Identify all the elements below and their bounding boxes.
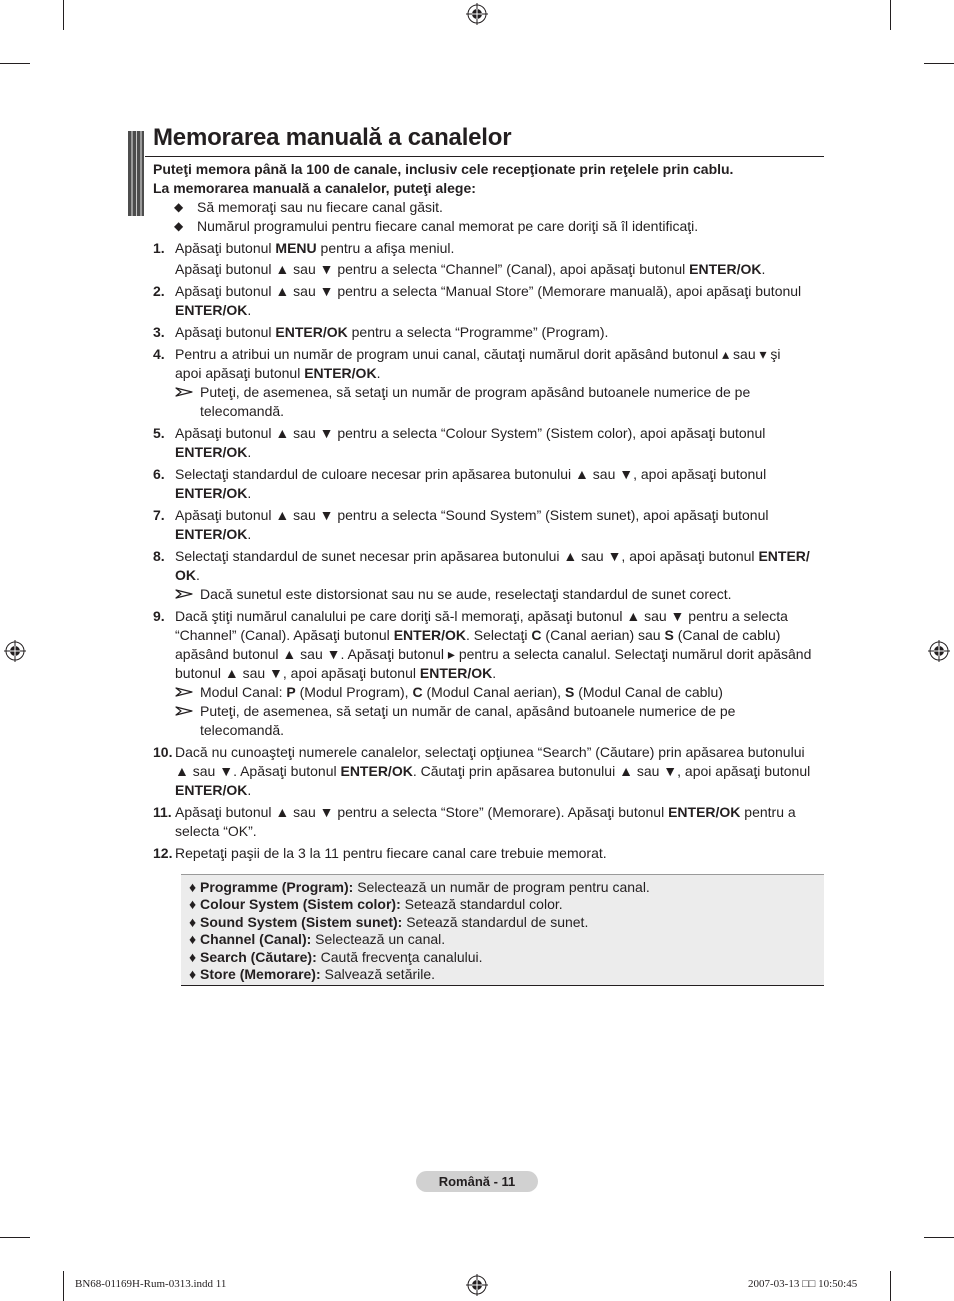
text-run: Apăsaţi butonul [175, 240, 276, 256]
step-text-line [175, 525, 825, 544]
text-run: telecomandă. [200, 403, 285, 419]
bold-key-label: ENTER/OK [175, 526, 248, 542]
text-run: apăsând butonul ▲ sau ▼. Apăsaţi butonul ▸ pentru a selecta canalul. Selectaţi numărul dorit apăsând [175, 646, 812, 662]
bold-key-label: ENTER/OK [304, 365, 377, 381]
step-text-line [175, 781, 825, 800]
step-note [175, 383, 825, 421]
step-text-line [175, 626, 825, 645]
crop-mark [924, 1237, 954, 1238]
text-run: Apăsaţi butonul ▲ sau ▼ pentru a selecta “Manual Store” (Memorare manuală), apoi apăsaţi butonul [175, 283, 802, 299]
instruction-step [153, 547, 825, 604]
registration-target-icon [4, 640, 26, 662]
step-note [175, 683, 825, 702]
bold-key-label: ENTER/OK [275, 324, 348, 340]
intro-line: La memorarea manuală a canalelor, puteţi alege: [153, 180, 476, 196]
note-text-line [200, 702, 825, 721]
bold-key-label: ENTER/OK [340, 763, 413, 779]
step-text-line [175, 762, 825, 781]
step-text-line [175, 506, 825, 525]
step-text-line [175, 547, 825, 566]
text-run: ▲ sau ▼. Apăsaţi butonul [175, 763, 341, 779]
diamond-bullet-icon: ♦ [189, 879, 201, 895]
note-arrow-icon [175, 706, 193, 716]
step-text-line [175, 484, 825, 503]
text-run: Selectaţi standardul de sunet necesar prin apăsarea butonului ▲ sau ▼, apoi apăsaţi butonul [175, 548, 759, 564]
summary-label: Programme (Program): [200, 879, 354, 895]
note-text-line [200, 402, 825, 421]
note-text-line [200, 721, 825, 740]
text-run: Dacă nu cunoaşteţi numerele canalelor, selectaţi opţiunea “Search” (Căutare) prin apăsarea butonului [175, 744, 805, 760]
instruction-step [153, 506, 825, 544]
note-arrow-icon [175, 687, 193, 697]
text-run: . [247, 526, 252, 542]
diamond-bullet-icon: ◆ [174, 219, 184, 233]
summary-label: Channel (Canal): [200, 931, 312, 948]
note-text-line [200, 383, 825, 402]
step-text-line [175, 345, 825, 364]
bold-key-label: C [412, 684, 423, 700]
text-run: (Modul Program), [295, 684, 413, 700]
step-text-line [175, 364, 825, 383]
step-note [175, 702, 825, 740]
title-rule [145, 156, 824, 157]
summary-row [189, 931, 824, 948]
step-number: 1. [153, 240, 165, 256]
text-run: . [376, 365, 381, 381]
crop-mark [63, 1271, 64, 1301]
text-run: pentru a afişa meniul. [316, 240, 455, 256]
diamond-bullet-icon: ♦ [189, 948, 201, 965]
bold-key-label: OK [175, 567, 196, 583]
summary-text: Selectează un număr de program pentru canal. [353, 879, 650, 895]
diamond-bullet-icon: ♦ [189, 966, 201, 983]
bold-key-label: ENTER/OK [175, 782, 248, 798]
step-text-line [175, 465, 825, 484]
instruction-step [153, 465, 825, 503]
text-run: . [247, 782, 252, 798]
bold-key-label: ENTER/OK [175, 302, 248, 318]
step-text-line [175, 323, 825, 342]
summary-row [189, 949, 824, 966]
diamond-bullet-icon: ♦ [189, 896, 201, 913]
diamond-bullet-icon: ♦ [189, 913, 201, 930]
bold-key-label: ENTER/ [758, 548, 810, 564]
title-bar-decoration [128, 131, 144, 216]
diamond-bullet-icon: ◆ [174, 200, 184, 214]
step-text-line [175, 803, 825, 822]
text-run: Puteţi, de asemenea, să setaţi un număr de program apăsând butoanele numerice de pe [200, 384, 751, 400]
text-run: (Canal de cablu) [673, 627, 781, 643]
step-number: 8. [153, 548, 165, 564]
instruction-step [153, 239, 825, 279]
note-text-line [200, 683, 825, 702]
step-text-line [175, 424, 825, 443]
summary-text: Setează standardul de sunet. [402, 913, 589, 930]
instruction-step [153, 844, 825, 863]
bold-key-label: ENTER/OK [175, 485, 248, 501]
diamond-bullet-icon: ♦ [189, 931, 201, 948]
text-run: . [247, 302, 252, 318]
bold-key-label: MENU [275, 240, 317, 256]
footer-timestamp: 2007-03-13 □□ 10:50:45 [748, 1278, 858, 1290]
step-number: 6. [153, 466, 165, 482]
bold-key-label: ENTER/OK [668, 804, 741, 820]
summary-text: Salvează setările. [320, 966, 436, 983]
instruction-step [153, 743, 825, 800]
step-text-line [175, 301, 825, 320]
step-number: 3. [153, 324, 165, 340]
text-run: Repetaţi paşii de la 3 la 11 pentru fiecare canal care trebuie memorat. [175, 845, 607, 861]
text-run: apoi apăsaţi butonul [175, 365, 305, 381]
text-run: Apăsaţi butonul [175, 324, 276, 340]
step-text-line [175, 260, 825, 279]
text-run: Modul Canal: [200, 684, 287, 700]
page-number: Română - 11 [416, 1171, 538, 1192]
text-run: Apăsaţi butonul ▲ sau ▼ pentru a selecta “Store” (Memorare). Apăsaţi butonul [175, 804, 669, 820]
text-run: pentru a [740, 804, 796, 820]
instruction-step [153, 424, 825, 462]
text-run: selecta “OK”. [175, 823, 257, 839]
text-run: telecomandă. [200, 722, 285, 738]
step-text-line [175, 239, 825, 258]
step-number: 7. [153, 507, 165, 523]
text-run: Dacă ştiţi numărul canalului pe care doriţi să-l memoraţi, apăsaţi butonul ▲ sau ▼ pentru a selecta [175, 608, 788, 624]
step-number: 12. [153, 845, 173, 861]
crop-mark [63, 0, 64, 30]
page-title: Memorarea manuală a canalelor [153, 124, 512, 151]
registration-target-icon [466, 1274, 488, 1296]
instruction-step [153, 607, 825, 740]
step-text-line [175, 282, 825, 301]
note-arrow-icon [175, 387, 193, 397]
bold-key-label: ENTER/OK [419, 665, 493, 681]
text-run: . [247, 485, 252, 501]
step-text-line [175, 443, 825, 462]
bold-key-label: S [664, 627, 674, 643]
summary-text: Selectează un canal. [311, 931, 446, 948]
bold-key-label: ENTER/OK [689, 261, 762, 277]
crop-mark [0, 63, 30, 64]
bold-key-label: C [531, 627, 542, 643]
step-number: 5. [153, 425, 165, 441]
text-run: butonul ▲ sau ▼, apoi apăsaţi butonul [175, 665, 420, 681]
bold-key-label: ENTER/OK [393, 627, 467, 643]
bold-key-label: P [286, 684, 296, 700]
intro-line: Puteţi memora până la 100 de canale, inclusiv cele recepţionate prin reţelele prin cablu. [153, 161, 734, 177]
crop-mark [924, 63, 954, 64]
bold-key-label: ENTER/OK [175, 444, 248, 460]
text-run: (Modul Canal aerian), [422, 684, 565, 700]
text-run: “Channel” (Canal). Apăsaţi butonul [175, 627, 394, 643]
summary-box [181, 874, 824, 986]
bold-key-label: S [564, 684, 575, 700]
text-run: . [196, 567, 200, 583]
page-content [153, 160, 825, 863]
summary-row [189, 966, 824, 983]
summary-text: Caută frecvenţa canalului. [316, 948, 483, 965]
step-text-line [175, 645, 825, 664]
text-run: Apăsaţi butonul ▲ sau ▼ pentru a selecta “Channel” (Canal), apoi apăsaţi butonul [175, 261, 690, 277]
instruction-step [153, 323, 825, 342]
note-text-line [200, 585, 825, 604]
text-run: Apăsaţi butonul ▲ sau ▼ pentru a selecta “Sound System” (Sistem sunet), apoi apăsaţi butonul [175, 507, 769, 523]
option-bullet [153, 198, 825, 217]
text-run: Selectaţi standardul de culoare necesar prin apăsarea butonului ▲ sau ▼, apoi apăsaţi butonul [175, 466, 767, 482]
step-text-line [175, 844, 825, 863]
summary-text: Setează standardul color. [400, 896, 563, 913]
step-number: 4. [153, 346, 165, 362]
text-run: . Căutaţi prin apăsarea butonului ▲ sau ▼, apoi apăsaţi butonul [412, 763, 811, 779]
summary-label: Store (Memorare): [200, 966, 321, 983]
text-run: . [247, 444, 252, 460]
step-number: 2. [153, 283, 165, 299]
steps-list [153, 239, 825, 863]
text-run: (Modul Canal de cablu) [574, 684, 723, 700]
instruction-step [153, 803, 825, 841]
step-number: 11. [153, 804, 172, 820]
summary-label: Colour System (Sistem color): [200, 896, 401, 913]
step-note [175, 585, 825, 604]
instruction-step [153, 282, 825, 320]
summary-row [189, 914, 824, 931]
registration-target-icon [466, 3, 488, 25]
summary-label: Search (Căutare): [200, 948, 317, 965]
summary-row [189, 879, 824, 896]
text-run: . [761, 261, 766, 277]
registration-target-icon [928, 640, 950, 662]
text-run: (Canal aerian) sau [541, 627, 665, 643]
step-number: 9. [153, 608, 165, 624]
crop-mark [890, 0, 891, 30]
text-run: pentru a selecta “Programme” (Program). [347, 324, 609, 340]
text-run: Apăsaţi butonul ▲ sau ▼ pentru a selecta “Colour System” (Sistem color), apoi apăsaţi butonul [175, 425, 766, 441]
step-text-line [175, 566, 825, 585]
footer-file-info: BN68-01169H-Rum-0313.indd 11 [75, 1278, 227, 1290]
text-run: . [492, 665, 497, 681]
summary-label: Sound System (Sistem sunet): [200, 913, 403, 930]
step-text-line [175, 822, 825, 841]
bullet-text: Numărul programului pentru fiecare canal memorat pe care doriţi să îl identificaţi. [197, 218, 699, 234]
summary-row [189, 896, 824, 913]
crop-mark [890, 1271, 891, 1301]
step-text-line [175, 664, 825, 683]
text-run: . Selectaţi [466, 627, 532, 643]
crop-mark [0, 1237, 30, 1238]
note-arrow-icon [175, 589, 193, 599]
text-run: Dacă sunetul este distorsionat sau nu se aude, reselectaţi standardul de sunet corect. [200, 586, 732, 602]
option-bullet [153, 217, 825, 236]
instruction-step [153, 345, 825, 421]
step-text-line [175, 743, 825, 762]
text-run: Pentru a atribui un număr de program unui canal, căutaţi numărul dorit apăsând butonul ▴ sau ▾ şi [175, 346, 781, 362]
step-number: 10. [153, 744, 173, 760]
text-run: Puteţi, de asemenea, să setaţi un număr de canal, apăsând butoanele numerice de pe [200, 703, 736, 719]
bullet-text: Să memoraţi sau nu fiecare canal găsit. [197, 199, 443, 215]
step-text-line [175, 607, 825, 626]
